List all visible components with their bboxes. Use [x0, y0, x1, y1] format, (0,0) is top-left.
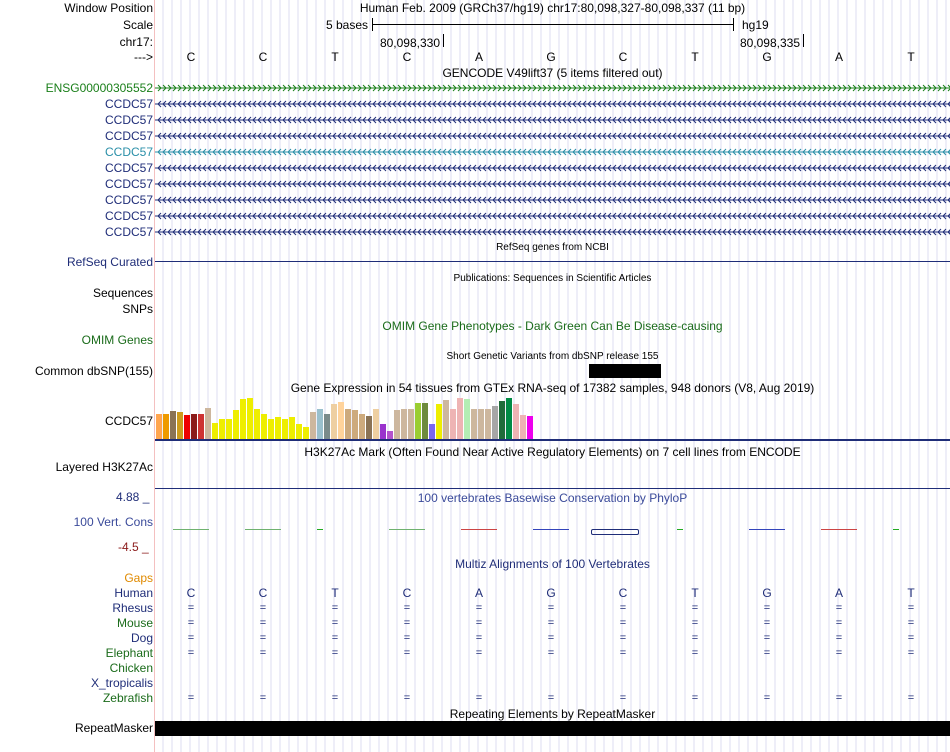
coord-tick-2	[803, 34, 804, 47]
reference-base: C	[258, 50, 268, 64]
aligned-base: C	[618, 586, 628, 600]
alignment-match-mark: =	[547, 617, 555, 629]
refseq-track-title[interactable]: RefSeq genes from NCBI	[496, 242, 609, 253]
alignment-match-mark: =	[691, 647, 699, 659]
alignment-match-mark: =	[331, 632, 339, 644]
species-label[interactable]: Human	[114, 586, 153, 600]
alignment-match-mark: =	[907, 692, 915, 704]
gtex-tissue-bar[interactable]	[520, 415, 526, 440]
gencode-item-label[interactable]: CCDC57	[104, 129, 153, 143]
gtex-tissue-bar[interactable]	[268, 419, 274, 440]
snps-label[interactable]: SNPs	[122, 302, 153, 316]
position-text: Human Feb. 2009 (GRCh37/hg19) chr17:80,098,327-80,098,337 (11 bp)	[359, 1, 746, 15]
h3k27ac-track-title[interactable]: H3K27Ac Mark (Often Found Near Active Regulatory Elements) on 7 cell lines from ENCODE	[304, 445, 801, 459]
repeatmasker-block[interactable]	[155, 721, 950, 736]
gtex-tissue-bar[interactable]	[422, 403, 428, 440]
alignment-match-mark: =	[187, 647, 195, 659]
alignment-match-mark: =	[475, 692, 483, 704]
sequences-label[interactable]: Sequences	[92, 286, 153, 300]
strand-arrow-label[interactable]: --->	[134, 50, 153, 64]
alignment-match-mark: =	[187, 692, 195, 704]
alignment-match-mark: =	[619, 632, 627, 644]
gencode-transcript-line[interactable]	[155, 115, 950, 125]
reference-base: T	[331, 50, 339, 64]
omim-label[interactable]: OMIM Genes	[81, 333, 153, 347]
phylop-mark[interactable]	[591, 529, 639, 535]
aligned-base: C	[402, 586, 412, 600]
gencode-transcript-line[interactable]	[155, 83, 950, 93]
repeatmasker-track-title[interactable]: Repeating Elements by RepeatMasker	[449, 707, 656, 721]
chromosome-label: chr17:	[119, 35, 153, 49]
alignment-match-mark: =	[547, 602, 555, 614]
gtex-tissue-bar[interactable]	[408, 409, 414, 440]
omim-track-title[interactable]: OMIM Gene Phenotypes - Dark Green Can Be Disease-causing	[382, 319, 723, 333]
alignment-match-mark: =	[331, 647, 339, 659]
gtex-tissue-bar[interactable]	[457, 398, 463, 440]
phylop-mark[interactable]	[389, 529, 425, 530]
gencode-transcript-line[interactable]	[155, 195, 950, 205]
gtex-tissue-bar[interactable]	[380, 424, 386, 440]
gtex-tissue-bar[interactable]	[429, 424, 435, 440]
gencode-item-label[interactable]: CCDC57	[104, 177, 153, 191]
gencode-item-label[interactable]: CCDC57	[104, 113, 153, 127]
phylop-mark[interactable]	[749, 529, 785, 530]
gtex-tissue-bar[interactable]	[464, 399, 470, 440]
gencode-transcript-line[interactable]	[155, 179, 950, 189]
phylop-mark[interactable]	[893, 529, 899, 530]
alignment-match-mark: =	[475, 617, 483, 629]
gencode-item-label[interactable]: CCDC57	[104, 225, 153, 239]
gtex-tissue-bar[interactable]	[443, 400, 449, 440]
alignment-match-mark: =	[187, 617, 195, 629]
alignment-match-mark: =	[403, 602, 411, 614]
reference-base: C	[402, 50, 412, 64]
multiz-track-title[interactable]: Multiz Alignments of 100 Vertebrates	[455, 557, 650, 571]
alignment-match-mark: =	[835, 647, 843, 659]
gtex-tissue-bar[interactable]	[471, 409, 477, 440]
gencode-transcript-line[interactable]	[155, 131, 950, 141]
gtex-bar-chart[interactable]	[155, 396, 950, 440]
phylop-mark[interactable]	[677, 529, 683, 530]
alignment-match-mark: =	[547, 692, 555, 704]
alignment-match-mark: =	[475, 602, 483, 614]
aligned-base: T	[907, 586, 915, 600]
alignment-match-mark: =	[259, 632, 267, 644]
phylop-max-label: 4.88 _	[116, 490, 150, 504]
gtex-tissue-bar[interactable]	[170, 411, 176, 440]
gtex-tissue-bar[interactable]	[289, 417, 295, 440]
alignment-match-mark: =	[907, 632, 915, 644]
gtex-tissue-bar[interactable]	[513, 404, 519, 440]
reference-base: C	[618, 50, 628, 64]
alignment-match-mark: =	[835, 692, 843, 704]
repeatmasker-label[interactable]: RepeatMasker	[74, 721, 153, 735]
alignment-match-mark: =	[259, 647, 267, 659]
gencode-item-label[interactable]: CCDC57	[104, 97, 153, 111]
refseq-gene-line[interactable]	[155, 261, 950, 262]
gtex-tissue-bar[interactable]	[317, 409, 323, 440]
alignment-match-mark: =	[619, 617, 627, 629]
h3k27ac-label[interactable]: Layered H3K27Ac	[55, 460, 153, 474]
gtex-tissue-bar[interactable]	[198, 414, 204, 440]
alignment-match-mark: =	[763, 602, 771, 614]
alignment-match-mark: =	[763, 632, 771, 644]
species-label[interactable]: X_tropicalis	[90, 676, 153, 690]
gtex-tissue-bar[interactable]	[184, 415, 190, 440]
phylop-mark[interactable]	[533, 529, 569, 530]
alignment-match-mark: =	[763, 692, 771, 704]
species-label[interactable]: Chicken	[109, 661, 153, 675]
alignment-match-mark: =	[331, 602, 339, 614]
dbsnp-variant-block[interactable]	[589, 364, 661, 378]
gencode-item-label[interactable]: CCDC57	[104, 145, 153, 159]
gencode-transcript-line[interactable]	[155, 227, 950, 237]
alignment-match-mark: =	[835, 617, 843, 629]
gtex-tissue-bar[interactable]	[373, 409, 379, 440]
phylop-min-label: -4.5 _	[118, 540, 149, 554]
alignment-match-mark: =	[259, 602, 267, 614]
gtex-tissue-bar[interactable]	[247, 398, 253, 440]
alignment-match-mark: =	[403, 617, 411, 629]
gtex-tissue-bar[interactable]	[226, 419, 232, 440]
alignment-match-mark: =	[907, 617, 915, 629]
gencode-item-label[interactable]: ENSG00000305552	[45, 81, 153, 95]
refseq-label[interactable]: RefSeq Curated	[66, 255, 153, 269]
reference-base: T	[907, 50, 915, 64]
alignment-match-mark: =	[691, 632, 699, 644]
gtex-tissue-bar[interactable]	[366, 416, 372, 440]
alignment-match-mark: =	[187, 602, 195, 614]
alignment-match-mark: =	[619, 647, 627, 659]
gtex-tissue-bar[interactable]	[359, 414, 365, 440]
gaps-label[interactable]: Gaps	[124, 571, 153, 585]
gtex-tissue-bar[interactable]	[394, 410, 400, 440]
species-label[interactable]: Dog	[130, 631, 153, 645]
phylop-mark[interactable]	[173, 529, 209, 530]
species-label[interactable]: Elephant	[105, 646, 153, 660]
gencode-track-title[interactable]: GENCODE V49lift37 (5 items filtered out)	[442, 66, 663, 80]
aligned-base: T	[691, 586, 699, 600]
gtex-tissue-bar[interactable]	[310, 412, 316, 440]
alignment-match-mark: =	[475, 647, 483, 659]
gtex-tissue-bar[interactable]	[450, 409, 456, 440]
gtex-tissue-bar[interactable]	[156, 414, 162, 440]
aligned-base: G	[762, 586, 772, 600]
side-label-divider	[154, 0, 155, 752]
coord-label-2: 80,098,335	[739, 36, 800, 50]
gtex-tissue-bar[interactable]	[331, 404, 337, 440]
gtex-baseline	[155, 439, 950, 441]
h3k27ac-baseline	[155, 488, 950, 489]
species-label[interactable]: Zebrafish	[102, 691, 153, 705]
gtex-tissue-bar[interactable]	[254, 409, 260, 440]
dbsnp-label[interactable]: Common dbSNP(155)	[34, 364, 153, 378]
gtex-tissue-bar[interactable]	[191, 414, 197, 440]
phylop-mark[interactable]	[821, 529, 857, 530]
scale-text: 5 bases	[325, 18, 368, 32]
alignment-match-mark: =	[835, 602, 843, 614]
gtex-tissue-bar[interactable]	[338, 402, 344, 440]
aligned-base: G	[546, 586, 556, 600]
gencode-transcript-line[interactable]	[155, 163, 950, 173]
aligned-base: C	[186, 586, 196, 600]
gtex-tissue-bar[interactable]	[478, 409, 484, 440]
alignment-match-mark: =	[619, 692, 627, 704]
aligned-base: A	[474, 586, 483, 600]
reference-base: A	[474, 50, 483, 64]
reference-base: G	[762, 50, 772, 64]
gtex-tissue-bar[interactable]	[212, 423, 218, 440]
alignment-match-mark: =	[835, 632, 843, 644]
gtex-tissue-bar[interactable]	[240, 399, 246, 440]
phylop-mark[interactable]	[317, 529, 323, 530]
reference-base: C	[186, 50, 196, 64]
alignment-match-mark: =	[187, 632, 195, 644]
window-position-label: Window Position	[64, 1, 153, 15]
gencode-transcript-line[interactable]	[155, 211, 950, 221]
reference-base: A	[834, 50, 843, 64]
aligned-base: C	[258, 586, 268, 600]
alignment-match-mark: =	[403, 692, 411, 704]
alignment-match-mark: =	[907, 647, 915, 659]
alignment-match-mark: =	[403, 632, 411, 644]
phylop-label[interactable]: 100 Vert. Cons	[73, 515, 153, 529]
gtex-track-title[interactable]: Gene Expression in 54 tissues from GTEx RNA-seq of 17382 samples, 948 donors (V8, Aug 2019)	[290, 381, 815, 395]
gtex-tissue-bar[interactable]	[233, 410, 239, 440]
scale-label: Scale	[122, 18, 153, 32]
publications-track-title[interactable]: Publications: Sequences in Scientific Articles	[453, 273, 652, 284]
gtex-tissue-bar[interactable]	[401, 409, 407, 440]
scale-bar-right-tick	[733, 18, 734, 31]
alignment-match-mark: =	[907, 602, 915, 614]
gtex-tissue-bar[interactable]	[492, 406, 498, 440]
gtex-tissue-bar[interactable]	[205, 408, 211, 440]
gtex-tissue-bar[interactable]	[261, 414, 267, 440]
coord-label-1: 80,098,330	[379, 36, 440, 50]
alignment-match-mark: =	[475, 632, 483, 644]
species-label[interactable]: Mouse	[116, 616, 153, 630]
gtex-tissue-bar[interactable]	[177, 412, 183, 440]
alignment-match-mark: =	[619, 602, 627, 614]
gencode-item-label[interactable]: CCDC57	[104, 161, 153, 175]
gtex-tissue-bar[interactable]	[219, 419, 225, 440]
gtex-tissue-bar[interactable]	[282, 419, 288, 440]
alignment-match-mark: =	[331, 617, 339, 629]
gtex-tissue-bar[interactable]	[415, 403, 421, 440]
coord-tick-1	[443, 34, 444, 47]
alignment-match-mark: =	[691, 602, 699, 614]
species-label[interactable]: Rhesus	[112, 601, 153, 615]
gtex-tissue-bar[interactable]	[275, 417, 281, 440]
gencode-transcript-line[interactable]	[155, 147, 950, 157]
alignment-match-mark: =	[691, 692, 699, 704]
gencode-item-label[interactable]: CCDC57	[104, 209, 153, 223]
gtex-tissue-bar[interactable]	[436, 404, 442, 440]
gtex-tissue-bar[interactable]	[296, 424, 302, 440]
aligned-base: A	[834, 586, 843, 600]
gtex-tissue-bar[interactable]	[345, 409, 351, 440]
phylop-track-title[interactable]: 100 vertebrates Basewise Conservation by PhyloP	[417, 491, 688, 505]
alignment-match-mark: =	[403, 647, 411, 659]
dbsnp-track-title[interactable]: Short Genetic Variants from dbSNP release 155	[446, 351, 659, 362]
phylop-mark[interactable]	[461, 529, 497, 530]
alignment-match-mark: =	[547, 647, 555, 659]
phylop-mark[interactable]	[245, 529, 281, 530]
gtex-tissue-bar[interactable]	[163, 414, 169, 440]
scale-bar	[372, 24, 734, 25]
gtex-tissue-bar[interactable]	[506, 398, 512, 440]
alignment-match-mark: =	[691, 617, 699, 629]
alignment-match-mark: =	[259, 692, 267, 704]
alignment-match-mark: =	[547, 632, 555, 644]
gencode-item-label[interactable]: CCDC57	[104, 193, 153, 207]
alignment-match-mark: =	[763, 647, 771, 659]
gtex-tissue-bar[interactable]	[527, 416, 533, 440]
gencode-transcript-line[interactable]	[155, 99, 950, 109]
alignment-match-mark: =	[331, 692, 339, 704]
reference-base: T	[691, 50, 699, 64]
aligned-base: T	[331, 586, 339, 600]
reference-base: G	[546, 50, 556, 64]
gtex-tissue-bar[interactable]	[352, 410, 358, 440]
gtex-tissue-bar[interactable]	[324, 414, 330, 440]
alignment-match-mark: =	[259, 617, 267, 629]
scale-bar-left-tick	[372, 18, 373, 31]
gtex-tissue-bar[interactable]	[485, 409, 491, 440]
alignment-match-mark: =	[763, 617, 771, 629]
gtex-tissue-bar[interactable]	[499, 401, 505, 440]
gtex-label[interactable]: CCDC57	[104, 414, 153, 428]
scale-db: hg19	[742, 18, 769, 32]
